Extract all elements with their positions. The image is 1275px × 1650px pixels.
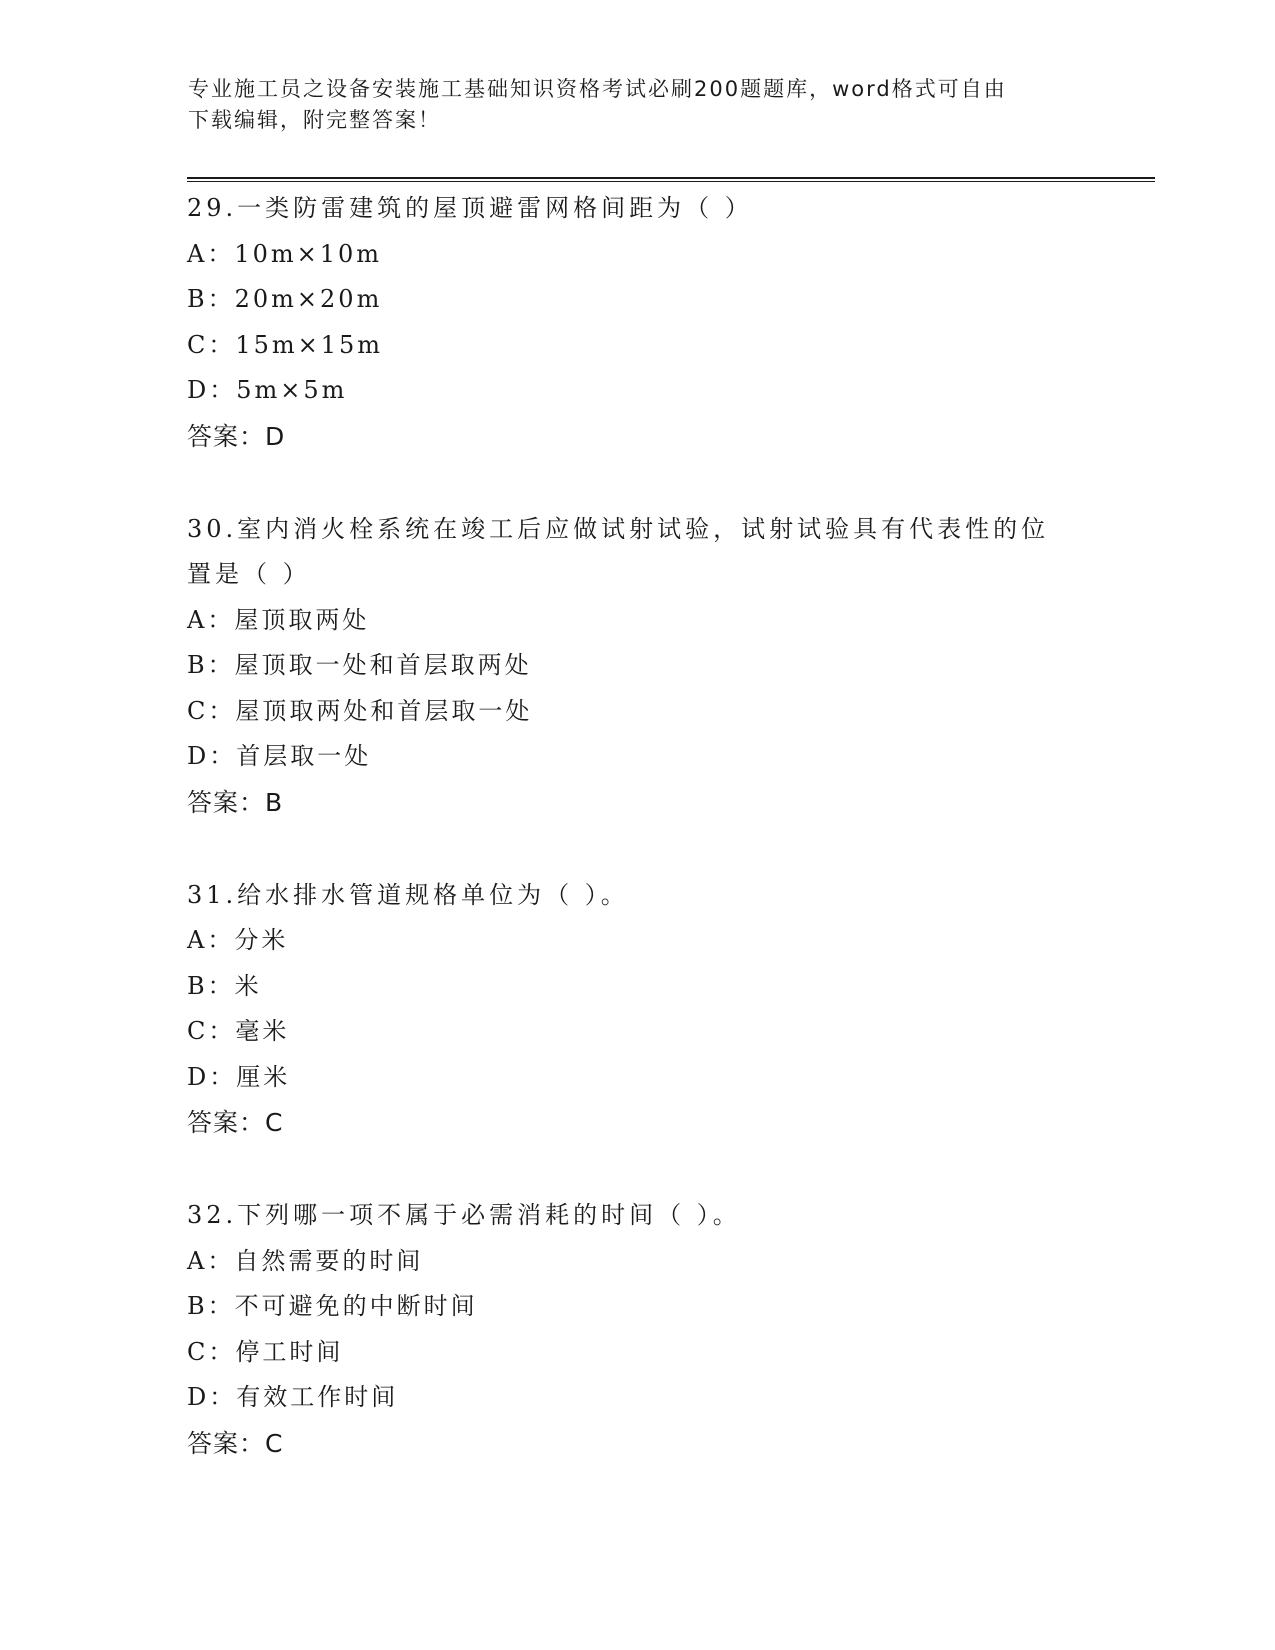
answer-label: 答案：C bbox=[187, 1428, 284, 1458]
question-title: 31.给水排水管道规格单位为（ ）。 bbox=[187, 880, 629, 909]
option-d: D：首层取一处 bbox=[187, 742, 372, 770]
header-line-1: 专业施工员之设备安装施工基础知识资格考试必刷200题题库，word格式可自由 bbox=[188, 77, 1007, 101]
question-31 bbox=[187, 873, 1087, 1146]
option-d: D：厘米 bbox=[187, 1062, 291, 1091]
question-title-line-2: 置是（ ） bbox=[187, 560, 311, 588]
option-a: A：分米 bbox=[187, 926, 289, 954]
answer-label: 答案：C bbox=[187, 1108, 284, 1137]
question-title: 32.下列哪一项不属于必需消耗的时间（ ）。 bbox=[187, 1201, 741, 1229]
answer-label: 答案：D bbox=[187, 421, 286, 451]
question-title-line-1: 30.室内消火栓系统在竣工后应做试射试验，试射试验具有代表性的位 bbox=[187, 514, 1050, 543]
option-b: B：屋顶取一处和首层取两处 bbox=[187, 651, 532, 679]
option-a: A：10m×10m bbox=[187, 239, 383, 268]
answer-label: 答案：B bbox=[187, 787, 284, 817]
header-divider-thin bbox=[187, 181, 1155, 182]
question-29 bbox=[187, 186, 1087, 459]
option-a: A：屋顶取两处 bbox=[187, 605, 370, 634]
document-header bbox=[188, 74, 1068, 136]
question-list bbox=[187, 186, 1087, 1514]
header-divider-thick bbox=[187, 177, 1155, 179]
option-b: B：20m×20m bbox=[187, 285, 383, 313]
header-line-2: 下载编辑，附完整答案！ bbox=[188, 108, 441, 132]
question-30 bbox=[187, 507, 1087, 825]
option-b: B：不可避免的中断时间 bbox=[187, 1292, 478, 1320]
option-d: D：有效工作时间 bbox=[187, 1383, 399, 1411]
option-b: B：米 bbox=[187, 971, 262, 1000]
option-d: D：5m×5m bbox=[187, 376, 348, 404]
option-c: C：屋顶取两处和首层取一处 bbox=[187, 696, 533, 725]
option-a: A：自然需要的时间 bbox=[187, 1246, 424, 1275]
option-c: C：毫米 bbox=[187, 1017, 290, 1045]
question-32 bbox=[187, 1193, 1087, 1466]
option-c: C：停工时间 bbox=[187, 1337, 344, 1366]
option-c: C：15m×15m bbox=[187, 330, 384, 359]
question-title: 29.一类防雷建筑的屋顶避雷网格间距为（ ） bbox=[187, 194, 753, 222]
